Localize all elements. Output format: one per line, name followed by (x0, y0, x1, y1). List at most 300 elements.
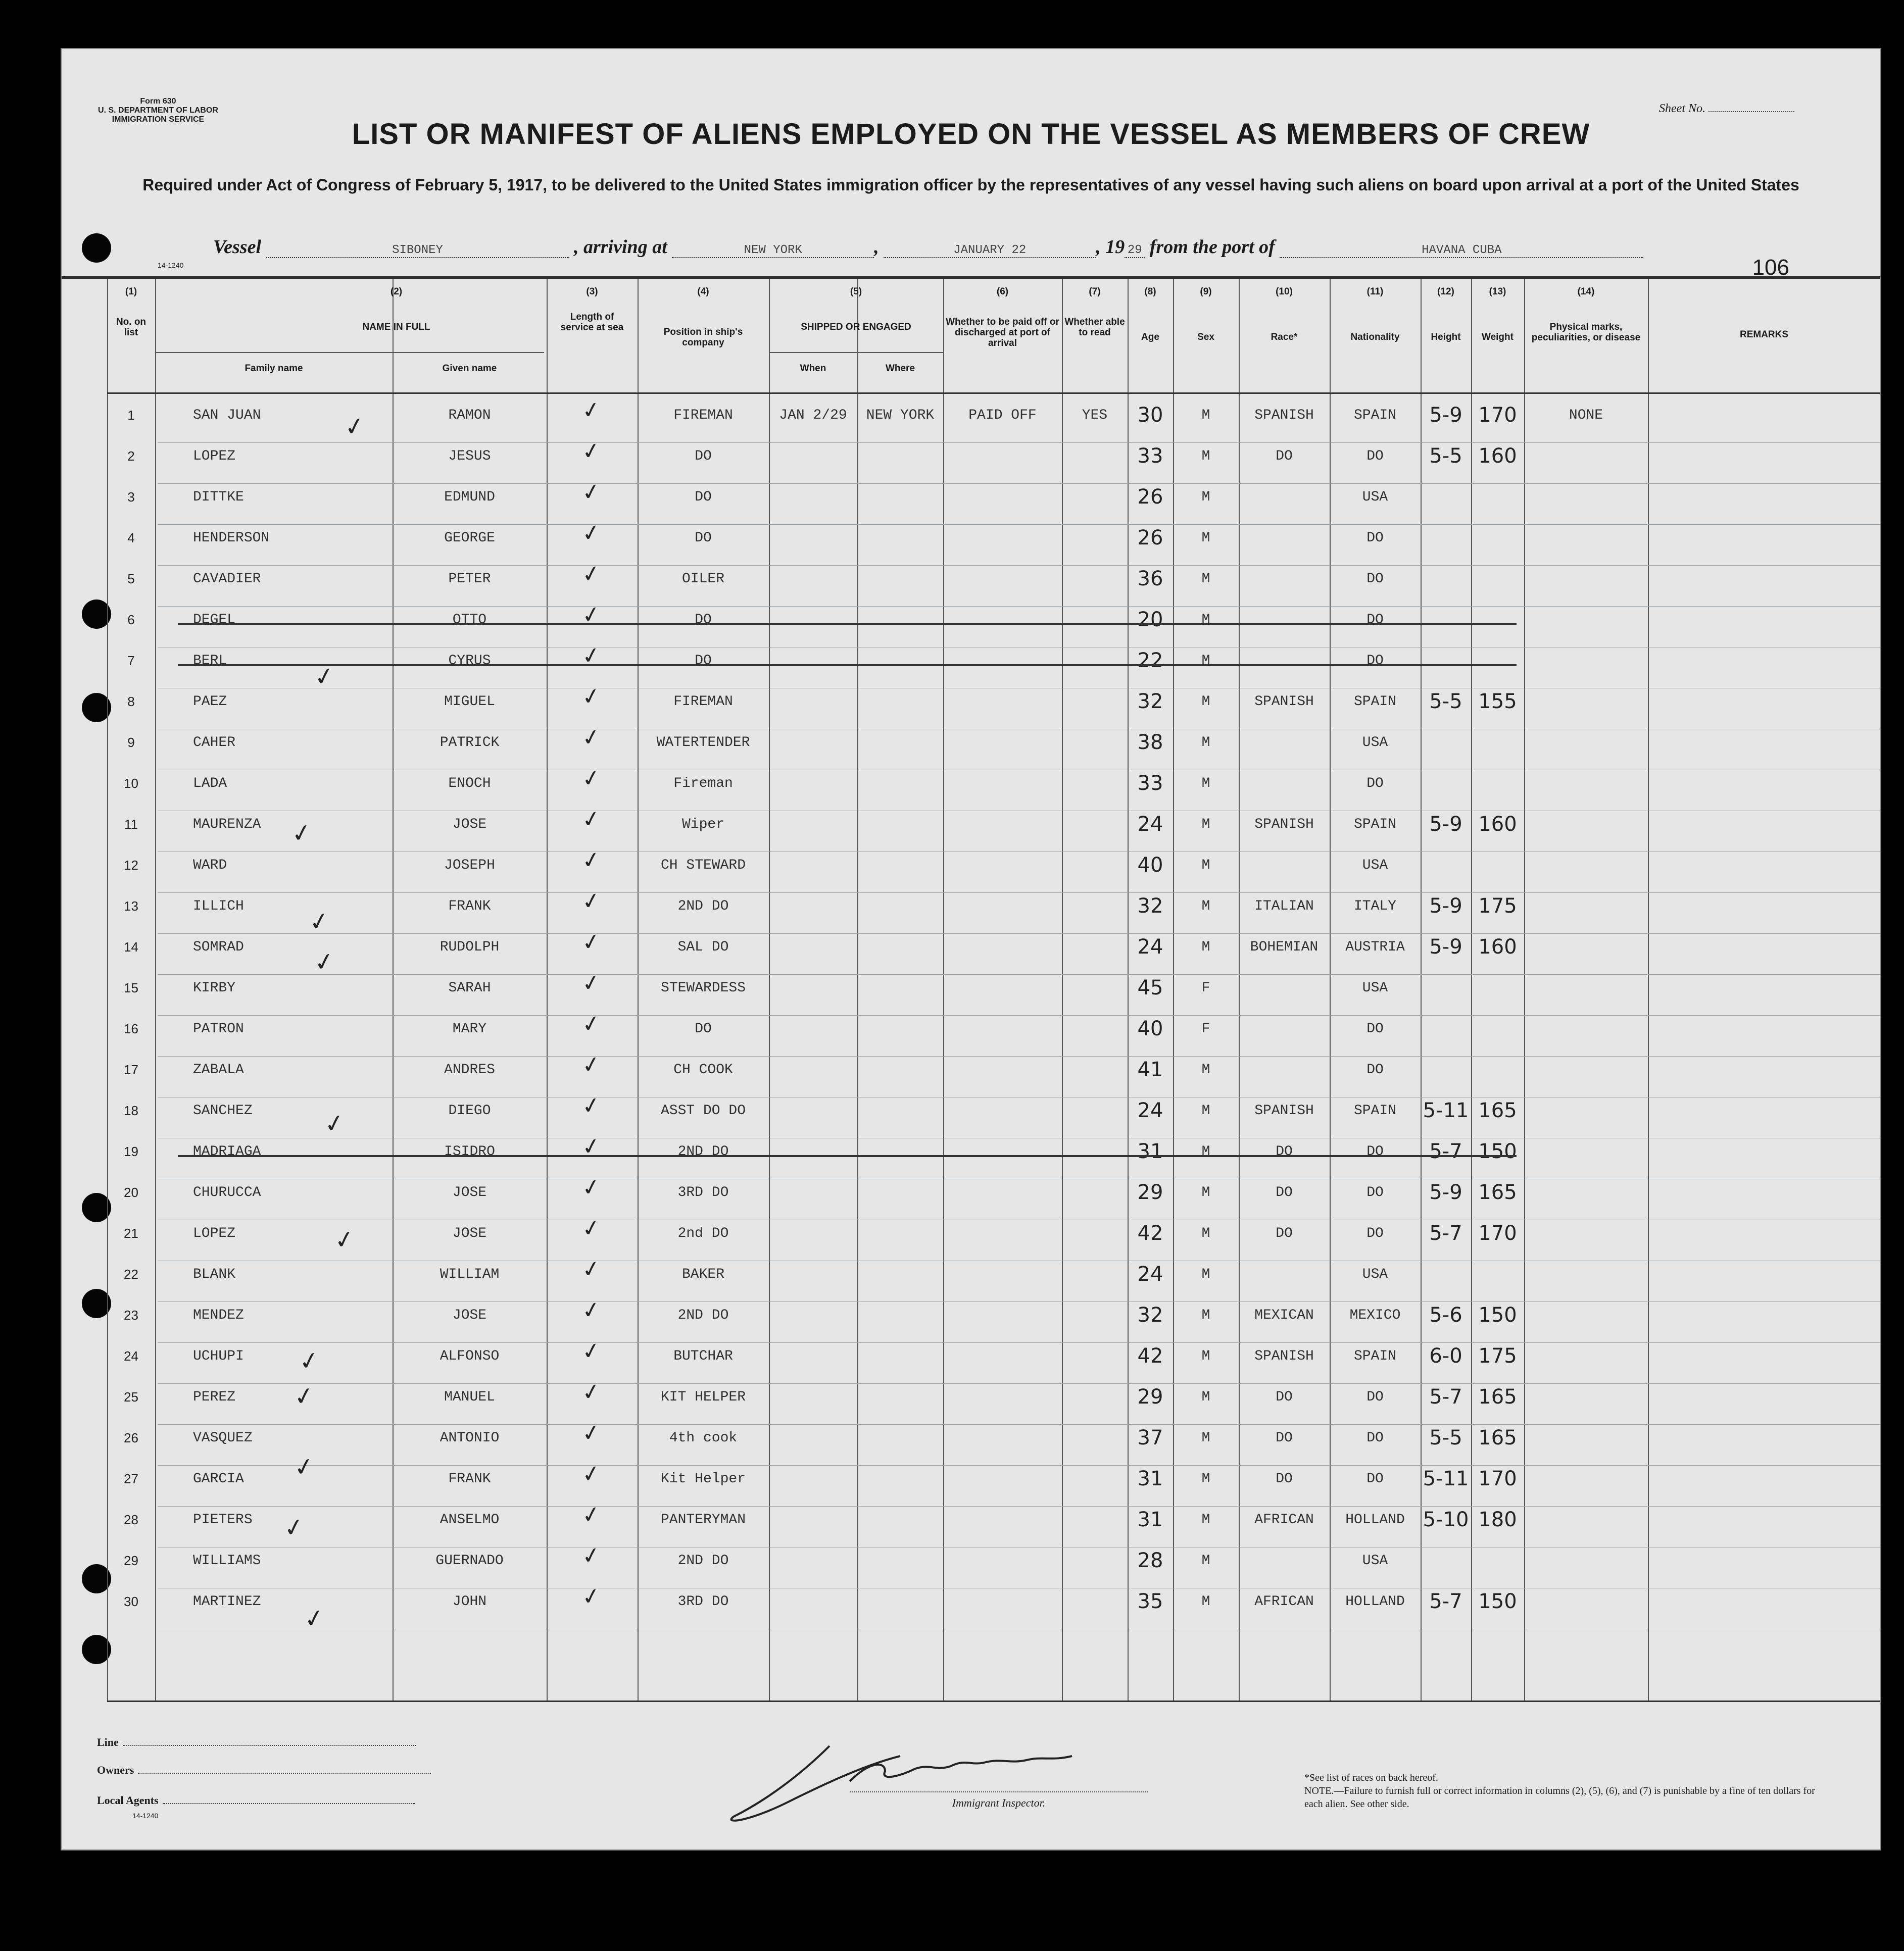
service-check-mark: ✓ (579, 601, 603, 629)
table-row (62, 1173, 1880, 1221)
cell-no: 30 (124, 1594, 138, 1609)
cell-race: DO (1276, 1471, 1293, 1487)
cell-sex: M (1201, 858, 1210, 873)
service-check-mark: ✓ (579, 437, 603, 466)
cell-position: PANTERYMAN (660, 1512, 746, 1528)
header-no-on-list: No. on list (116, 317, 147, 338)
cell-no: 24 (124, 1348, 138, 1364)
cell-given: CYRUS (448, 653, 491, 669)
cell-no: 3 (127, 489, 135, 505)
check-mark: ✓ (322, 1108, 347, 1140)
cell-family: PATRON (193, 1021, 244, 1037)
cell-position: FIREMAN (673, 694, 733, 710)
row-rule (158, 1506, 1880, 1507)
cell-weight: 165 (1478, 1426, 1517, 1449)
cell-height: 5-11 (1423, 1099, 1469, 1122)
cell-position: KIT HELPER (660, 1389, 746, 1405)
check-mark: ✓ (289, 817, 314, 849)
cell-no: 18 (124, 1103, 138, 1118)
service-check-mark: ✓ (579, 1296, 603, 1325)
cell-height: 5-7 (1429, 1140, 1462, 1163)
cell-race: SPANISH (1254, 817, 1314, 832)
cell-age: 41 (1137, 1058, 1163, 1081)
cell-weight: 160 (1478, 935, 1517, 959)
service-check-mark: ✓ (579, 1378, 603, 1407)
cell-no: 16 (124, 1021, 138, 1036)
cell-age: 35 (1137, 1590, 1163, 1613)
cell-given: OTTO (452, 612, 487, 628)
cell-position: FIREMAN (673, 408, 733, 423)
header-able-to-read: Whether able to read (1064, 317, 1125, 338)
header-where: Where (885, 363, 915, 374)
cell-family: PIETERS (193, 1512, 253, 1528)
service-check-mark: ✓ (579, 887, 603, 916)
cell-weight: 160 (1478, 444, 1517, 468)
row-rule (158, 606, 1880, 607)
service-check-mark: ✓ (579, 1460, 603, 1488)
cell-age: 42 (1137, 1344, 1163, 1368)
cell-weight: 150 (1478, 1140, 1517, 1163)
cell-sex: M (1201, 735, 1210, 751)
cell-family: BLANK (193, 1267, 236, 1282)
cell-age: 40 (1137, 854, 1163, 877)
cell-sex: M (1201, 1062, 1210, 1078)
service-check-mark: ✓ (579, 1337, 603, 1366)
cell-position: DO (695, 653, 712, 669)
cell-height: 5-5 (1429, 1426, 1462, 1449)
row-rule (158, 1424, 1880, 1425)
row-rule (158, 1465, 1880, 1466)
form-number: Form 630 (140, 97, 176, 106)
cell-given: ANTONIO (440, 1430, 500, 1446)
table-row (62, 1582, 1880, 1630)
cell-position: DO (695, 612, 712, 628)
cell-family: WARD (193, 858, 227, 873)
cell-age: 30 (1137, 404, 1163, 427)
cell-given: JESUS (448, 448, 491, 464)
cell-family: GARCIA (193, 1471, 244, 1487)
cell-family: DITTKE (193, 489, 244, 505)
cell-no: 29 (124, 1553, 138, 1568)
inspector-signature (718, 1716, 1133, 1832)
cell-given: FRANK (448, 898, 491, 914)
agents-code: 14-1240 (132, 1812, 159, 1820)
cell-paid: PAID OFF (968, 408, 1037, 423)
cell-family: CAHER (193, 735, 236, 751)
check-mark: ✓ (281, 1512, 307, 1544)
cell-height: 5-9 (1429, 404, 1462, 427)
table-row (62, 682, 1880, 730)
check-mark: ✓ (291, 1451, 317, 1483)
cell-race: MEXICAN (1254, 1308, 1314, 1323)
cell-given: ALFONSO (440, 1348, 500, 1364)
table-row (62, 764, 1880, 812)
cell-nationality: DO (1366, 776, 1384, 791)
cell-position: Wiper (681, 817, 724, 832)
header-rule (62, 276, 1880, 279)
cell-family: DEGEL (193, 612, 236, 628)
cell-age: 37 (1137, 1426, 1163, 1449)
cell-given: EDMUND (444, 489, 495, 505)
col-number: (9) (1200, 286, 1212, 297)
department-name: U. S. DEPARTMENT OF LABOR (98, 106, 218, 115)
table-row (62, 805, 1880, 853)
cell-family: MENDEZ (193, 1308, 244, 1323)
col-number: (12) (1437, 286, 1454, 297)
cell-nationality: ITALY (1353, 898, 1396, 914)
cell-family: SAN JUAN (193, 408, 261, 423)
cell-no: 12 (124, 858, 138, 873)
cell-height: 5-5 (1429, 444, 1462, 468)
cell-no: 19 (124, 1144, 138, 1159)
cell-race: SPANISH (1254, 694, 1314, 710)
cell-family: CHURUCCA (193, 1185, 261, 1200)
cell-sex: M (1201, 653, 1210, 669)
footer-agents-label: Local Agents (97, 1794, 415, 1807)
cell-family: ILLICH (193, 898, 244, 914)
cell-age: 32 (1137, 894, 1163, 918)
strike-through (178, 1155, 1517, 1157)
cell-no: 1 (127, 408, 135, 423)
cell-position: 2ND DO (677, 1308, 729, 1323)
cell-age: 40 (1137, 1017, 1163, 1040)
cell-age: 31 (1137, 1140, 1163, 1163)
cell-family: VASQUEZ (193, 1430, 253, 1446)
col-number: (1) (125, 286, 137, 297)
cell-sex: M (1201, 1471, 1210, 1487)
row-rule (158, 892, 1880, 893)
cell-nationality: DO (1366, 530, 1384, 546)
cell-sex: M (1201, 1267, 1210, 1282)
cell-no: 11 (124, 817, 138, 832)
cell-age: 28 (1137, 1549, 1163, 1572)
cell-race: DO (1276, 1144, 1293, 1160)
header-paid-off: Whether to be paid off or discharged at port of arrival (946, 317, 1059, 348)
cell-height: 5-9 (1429, 894, 1462, 918)
cell-position: 2ND DO (677, 898, 729, 914)
cell-position: CH COOK (673, 1062, 733, 1078)
cell-age: 45 (1137, 976, 1163, 999)
cell-given: ENOCH (448, 776, 491, 791)
cell-given: FRANK (448, 1471, 491, 1487)
cell-nationality: USA (1362, 489, 1388, 505)
cell-age: 42 (1137, 1222, 1163, 1245)
cell-age: 31 (1137, 1508, 1163, 1531)
row-rule (158, 483, 1880, 484)
cell-family: MADRIAGA (193, 1144, 261, 1160)
cell-family: LADA (193, 776, 227, 791)
cell-height: 5-6 (1429, 1304, 1462, 1327)
cell-position: DO (695, 489, 712, 505)
cell-family: UCHUPI (193, 1348, 244, 1364)
check-mark: ✓ (342, 411, 367, 443)
strike-through (178, 623, 1517, 625)
binder-hole (82, 233, 111, 263)
cell-no: 4 (127, 530, 135, 545)
cell-family: MAURENZA (193, 817, 261, 832)
table-row (62, 1132, 1880, 1180)
header-position: Position in ship's company (663, 327, 743, 348)
cell-no: 10 (124, 776, 138, 791)
cell-race: BOHEMIAN (1250, 939, 1319, 955)
col-number: (6) (996, 286, 1009, 297)
service-check-mark: ✓ (579, 1419, 603, 1447)
cell-nationality: DO (1366, 448, 1384, 464)
cell-nationality: DO (1366, 612, 1384, 628)
row-rule (158, 1342, 1880, 1343)
cell-weight: 170 (1478, 404, 1517, 427)
col-number: (7) (1089, 286, 1101, 297)
cell-race: SPANISH (1254, 408, 1314, 423)
cell-position: Kit Helper (660, 1471, 746, 1487)
cell-sex: M (1201, 1430, 1210, 1446)
cell-position: DO (695, 1021, 712, 1037)
arrival-date: JANUARY 22 (884, 243, 1096, 258)
cell-position: Fireman (673, 776, 733, 791)
table-row (62, 1010, 1880, 1057)
race-note: *See list of races on back hereof. (1304, 1772, 1438, 1783)
cell-age: 38 (1137, 731, 1163, 754)
cell-sex: M (1201, 448, 1210, 464)
cell-nationality: DO (1366, 1144, 1384, 1160)
row-rule (158, 933, 1880, 934)
document-subtitle: Required under Act of Congress of February 5, 1917, to be delivered to the United States immigration officer by the representatives of any vessel having such aliens on board upon arrival at a port of the United States (142, 176, 1799, 194)
cell-position: DO (695, 530, 712, 546)
service-check-mark: ✓ (579, 764, 603, 793)
cell-race: DO (1276, 1389, 1293, 1405)
col-number: (8) (1144, 286, 1156, 297)
cell-nationality: AUSTRIA (1345, 939, 1405, 955)
cell-nationality: DO (1366, 571, 1384, 587)
cell-weight: 170 (1478, 1222, 1517, 1245)
cell-sex: M (1201, 1389, 1210, 1405)
cell-sex: M (1201, 612, 1210, 628)
check-mark: ✓ (291, 1380, 317, 1413)
cell-sex: M (1201, 571, 1210, 587)
cell-sex: F (1201, 980, 1210, 996)
cell-sex: M (1201, 776, 1210, 791)
strike-through (178, 664, 1517, 666)
cell-given: JOSE (452, 1185, 487, 1200)
cell-no: 8 (127, 694, 135, 709)
check-mark: ✓ (312, 946, 337, 978)
cell-read: YES (1082, 408, 1108, 423)
table-row (62, 396, 1880, 443)
cell-nationality: DO (1366, 1185, 1384, 1200)
cell-sex: M (1201, 898, 1210, 914)
cell-race: DO (1276, 1185, 1293, 1200)
service-check-mark: ✓ (579, 723, 603, 752)
table-row (62, 1296, 1880, 1343)
page-number: 106 (1752, 255, 1789, 280)
header-name-in-full: NAME IN FULL (362, 322, 430, 332)
col-number: (3) (586, 286, 598, 297)
cell-nationality: DO (1366, 1062, 1384, 1078)
col-number: (14) (1577, 286, 1595, 297)
cell-age: 24 (1137, 1099, 1163, 1122)
cell-family: PAEZ (193, 694, 227, 710)
service-check-mark: ✓ (579, 478, 603, 507)
service-check-mark: ✓ (579, 641, 603, 670)
table-row (62, 1337, 1880, 1384)
cell-given: MANUEL (444, 1389, 495, 1405)
cell-no: 20 (124, 1185, 138, 1200)
cell-family: BERL (193, 653, 227, 669)
cell-family: PEREZ (193, 1389, 236, 1405)
cell-given: PATRICK (440, 735, 500, 751)
cell-sex: M (1201, 1185, 1210, 1200)
table-row (62, 969, 1880, 1016)
cell-race: SPANISH (1254, 1103, 1314, 1119)
cell-age: 33 (1137, 444, 1163, 468)
service-check-mark: ✓ (579, 969, 603, 997)
header-when: When (800, 363, 826, 374)
cell-family: WILLIAMS (193, 1553, 261, 1569)
footer-owners-label: Owners (97, 1764, 431, 1777)
cell-weight: 175 (1478, 1344, 1517, 1368)
cell-sex: F (1201, 1021, 1210, 1037)
vessel-line: Vessel SIBONEY , arriving at NEW YORK , JANUARY 22 , 19 29 from the port of HAVANA CUBA (213, 236, 1643, 258)
table-row (62, 1255, 1880, 1303)
sheet-number: Sheet No. (1659, 102, 1794, 116)
cell-no: 9 (127, 735, 135, 750)
service-check-mark: ✓ (579, 396, 603, 425)
cell-no: 28 (124, 1512, 138, 1527)
header-physical-marks: Physical marks, peculiarities, or disease (1531, 322, 1641, 343)
cell-no: 14 (124, 939, 138, 955)
cell-age: 26 (1137, 526, 1163, 549)
table-row (62, 723, 1880, 771)
service-check-mark: ✓ (579, 1582, 603, 1611)
cell-given: JOHN (452, 1594, 487, 1610)
cell-given: MIGUEL (444, 694, 495, 710)
cell-nationality: SPAIN (1353, 817, 1396, 832)
cell-position: 3RD DO (677, 1594, 729, 1610)
table-row (62, 846, 1880, 893)
cell-position: CH STEWARD (660, 858, 746, 873)
row-rule (158, 442, 1880, 443)
cell-nationality: HOLLAND (1345, 1512, 1405, 1528)
cell-nationality: DO (1366, 653, 1384, 669)
cell-given: JOSEPH (444, 858, 495, 873)
cell-weight: 175 (1478, 894, 1517, 918)
cell-nationality: DO (1366, 1471, 1384, 1487)
row-rule (158, 1015, 1880, 1016)
cell-height: 6-0 (1429, 1344, 1462, 1368)
cell-no: 13 (124, 898, 138, 914)
cell-age: 24 (1137, 1263, 1163, 1286)
cell-position: 3RD DO (677, 1185, 729, 1200)
service-check-mark: ✓ (579, 1214, 603, 1243)
header-age: Age (1141, 332, 1159, 342)
cell-age: 32 (1137, 690, 1163, 713)
check-mark: ✓ (302, 1603, 327, 1635)
cell-sex: M (1201, 1594, 1210, 1610)
cell-family: SANCHEZ (193, 1103, 253, 1119)
arriving-port: NEW YORK (672, 243, 874, 258)
cell-given: RAMON (448, 408, 491, 423)
footnotes (1304, 1771, 1830, 1811)
col-number: (5) (850, 286, 862, 297)
cell-sex: M (1201, 1308, 1210, 1323)
cell-age: 29 (1137, 1181, 1163, 1204)
cell-age: 20 (1137, 608, 1163, 631)
table-row (62, 1500, 1880, 1548)
table-row (62, 1050, 1880, 1098)
cell-given: JOSE (452, 1308, 487, 1323)
cell-nationality: DO (1366, 1226, 1384, 1241)
cell-given: ANDRES (444, 1062, 495, 1078)
service-name: IMMIGRATION SERVICE (112, 115, 205, 124)
cell-sex: M (1201, 1553, 1210, 1569)
cell-family: ZABALA (193, 1062, 244, 1078)
cell-given: RUDOLPH (440, 939, 500, 955)
table-row (62, 519, 1880, 566)
cell-where: NEW YORK (866, 408, 935, 423)
cell-no: 5 (127, 571, 135, 586)
cell-race: DO (1276, 1430, 1293, 1446)
table-row (62, 887, 1880, 934)
cell-nationality: USA (1362, 858, 1388, 873)
cell-sex: M (1201, 694, 1210, 710)
cell-position: 2ND DO (677, 1553, 729, 1569)
cell-race: SPANISH (1254, 1348, 1314, 1364)
vessel-name: SIBONEY (266, 243, 569, 258)
cell-family: MARTINEZ (193, 1594, 261, 1610)
cell-weight: 165 (1478, 1181, 1517, 1204)
col-number: (2) (390, 286, 403, 297)
cell-sex: M (1201, 1348, 1210, 1364)
cell-nationality: MEXICO (1349, 1308, 1401, 1323)
cell-nationality: SPAIN (1353, 1103, 1396, 1119)
cell-weight: 170 (1478, 1467, 1517, 1490)
cell-no: 23 (124, 1308, 138, 1323)
cell-position: DO (695, 448, 712, 464)
cell-race: AFRICAN (1254, 1594, 1314, 1610)
cell-family: KIRBY (193, 980, 236, 996)
service-check-mark: ✓ (579, 1132, 603, 1161)
table-row (62, 437, 1880, 484)
cell-given: WILLIAM (440, 1267, 500, 1282)
service-check-mark: ✓ (579, 1541, 603, 1570)
cell-height: 5-9 (1429, 935, 1462, 959)
document-title: LIST OR MANIFEST OF ALIENS EMPLOYED ON THE VESSEL AS MEMBERS OF CREW (352, 118, 1590, 151)
table-row (62, 1541, 1880, 1589)
cell-no: 2 (127, 448, 135, 464)
cell-age: 29 (1137, 1385, 1163, 1409)
cell-position: BAKER (681, 1267, 724, 1282)
service-check-mark: ✓ (579, 519, 603, 547)
cell-weight: 150 (1478, 1590, 1517, 1613)
cell-physical: NONE (1569, 408, 1603, 423)
service-check-mark: ✓ (579, 560, 603, 588)
cell-position: STEWARDESS (660, 980, 746, 996)
service-check-mark: ✓ (579, 1173, 603, 1202)
service-check-mark: ✓ (579, 805, 603, 834)
cell-sex: M (1201, 1512, 1210, 1528)
cell-no: 27 (124, 1471, 138, 1486)
cell-weight: 150 (1478, 1304, 1517, 1327)
check-mark: ✓ (307, 906, 332, 938)
cell-given: PETER (448, 571, 491, 587)
cell-given: ISIDRO (444, 1144, 495, 1160)
cell-family: LOPEZ (193, 1226, 236, 1241)
cell-nationality: USA (1362, 980, 1388, 996)
cell-no: 21 (124, 1226, 138, 1241)
cell-sex: M (1201, 1103, 1210, 1119)
table-row (62, 1378, 1880, 1425)
header-shipped-or-engaged: SHIPPED OR ENGAGED (801, 322, 911, 332)
